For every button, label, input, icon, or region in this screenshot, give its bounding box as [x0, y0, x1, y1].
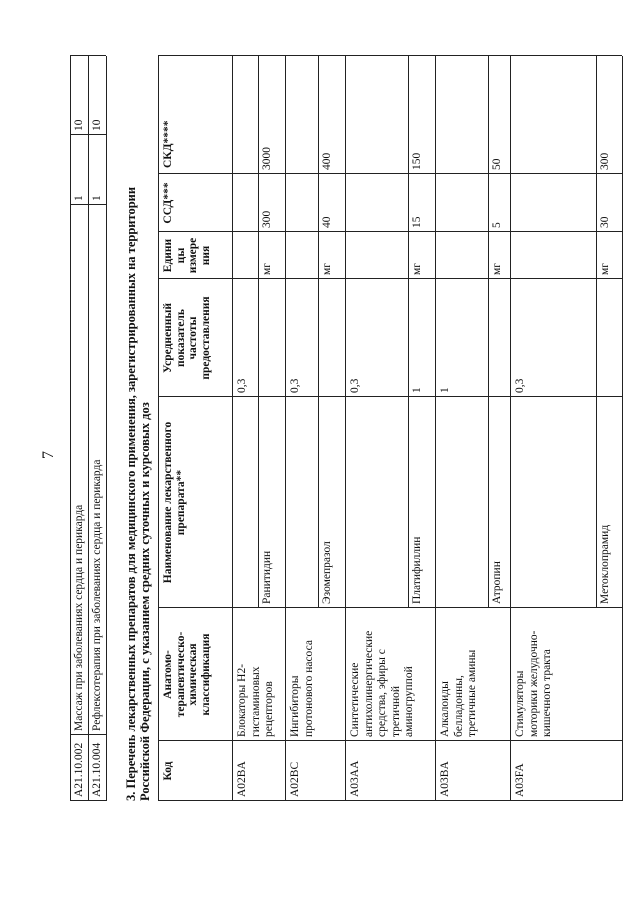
drug-4-ssd: 5: [491, 222, 503, 228]
drug-3-freq: 1: [411, 387, 423, 393]
drug-1-skd: 3000: [261, 147, 273, 170]
top-row-1-mult: 10: [73, 119, 85, 131]
group-5-code: A03FA: [514, 763, 526, 797]
drug-5-skd: 300: [599, 152, 611, 170]
group-2-freq: 0,3: [289, 378, 301, 393]
top-row-1-code: A21.10.002: [73, 742, 85, 797]
drug-2-name: Эзомепразол: [321, 541, 333, 604]
drug-2-ssd: 40: [321, 216, 333, 228]
group-3-freq: 0,3: [349, 378, 361, 393]
drug-2-unit: мг: [321, 263, 333, 275]
drug-3-skd: 150: [411, 152, 423, 170]
group-4-class: Алкалоиды белладонны, третичные амины: [439, 649, 478, 737]
header-ssd: ССД***: [162, 182, 174, 224]
group-1-freq: 0,3: [236, 378, 248, 393]
header-drug-name: Наименование лекарственного препарата**: [162, 421, 187, 584]
header-code: Код: [162, 761, 174, 781]
drug-2-skd: 400: [321, 152, 333, 170]
top-row-1-name: Массаж при заболеваниях сердца и перикарда: [73, 504, 85, 731]
top-row-2-mult: 10: [91, 119, 103, 131]
top-row-1-freq: 1: [73, 195, 85, 201]
group-5-freq: 0,3: [514, 378, 526, 393]
drug-5-ssd: 30: [599, 216, 611, 228]
group-2-code: A02BC: [289, 761, 301, 797]
group-3-class: Синтетические антихолинергические средства, эфиры с третичной аминогруппой: [349, 630, 415, 737]
header-classification: Анатомо- терапевтическо- химическая классификация: [162, 631, 212, 718]
group-5-class: Стимуляторы моторики желудочно- кишечного тракта: [514, 630, 553, 737]
group-2-class: Ингибиторы протонового насоса: [289, 640, 315, 737]
drug-4-skd: 50: [491, 158, 503, 170]
group-4-freq: 1: [439, 387, 451, 393]
header-frequency: Усредненный показатель частоты предоставления: [162, 296, 212, 380]
header-unit: Едини цы измере ния: [162, 237, 212, 274]
drug-5-name: Метоклопрамид: [599, 524, 611, 604]
page-number: 7: [40, 451, 57, 459]
drug-4-unit: мг: [491, 263, 503, 275]
drug-1-name: Ранитидин: [261, 550, 273, 604]
group-4-code: A03BA: [439, 761, 451, 797]
top-row-2-name: Рефлексотерапия при заболеваниях сердца и перикарда: [91, 459, 103, 731]
top-row-2-code: A21.10.004: [91, 742, 103, 797]
group-1-class: Блокаторы Н2- гистаминовых рецепторов: [236, 663, 275, 737]
drug-3-ssd: 15: [411, 216, 423, 228]
group-3-code: A03AA: [349, 760, 361, 797]
drug-4-name: Атропин: [491, 561, 503, 604]
drug-5-unit: мг: [599, 263, 611, 275]
drug-3-name: Платифиллин: [411, 536, 423, 604]
top-row-2-freq: 1: [91, 195, 103, 201]
header-skd: СКД****: [162, 120, 174, 168]
drug-1-unit: мг: [261, 263, 273, 275]
section-title: 3. Перечень лекарственных препаратов для медицинского применения, зарегистрированных на территории Российской Федерации, с указанием средних суточных и курсовых доз: [124, 186, 152, 801]
group-1-code: A02BA: [236, 761, 248, 797]
drug-1-ssd: 300: [261, 210, 273, 228]
drug-3-unit: мг: [411, 263, 423, 275]
